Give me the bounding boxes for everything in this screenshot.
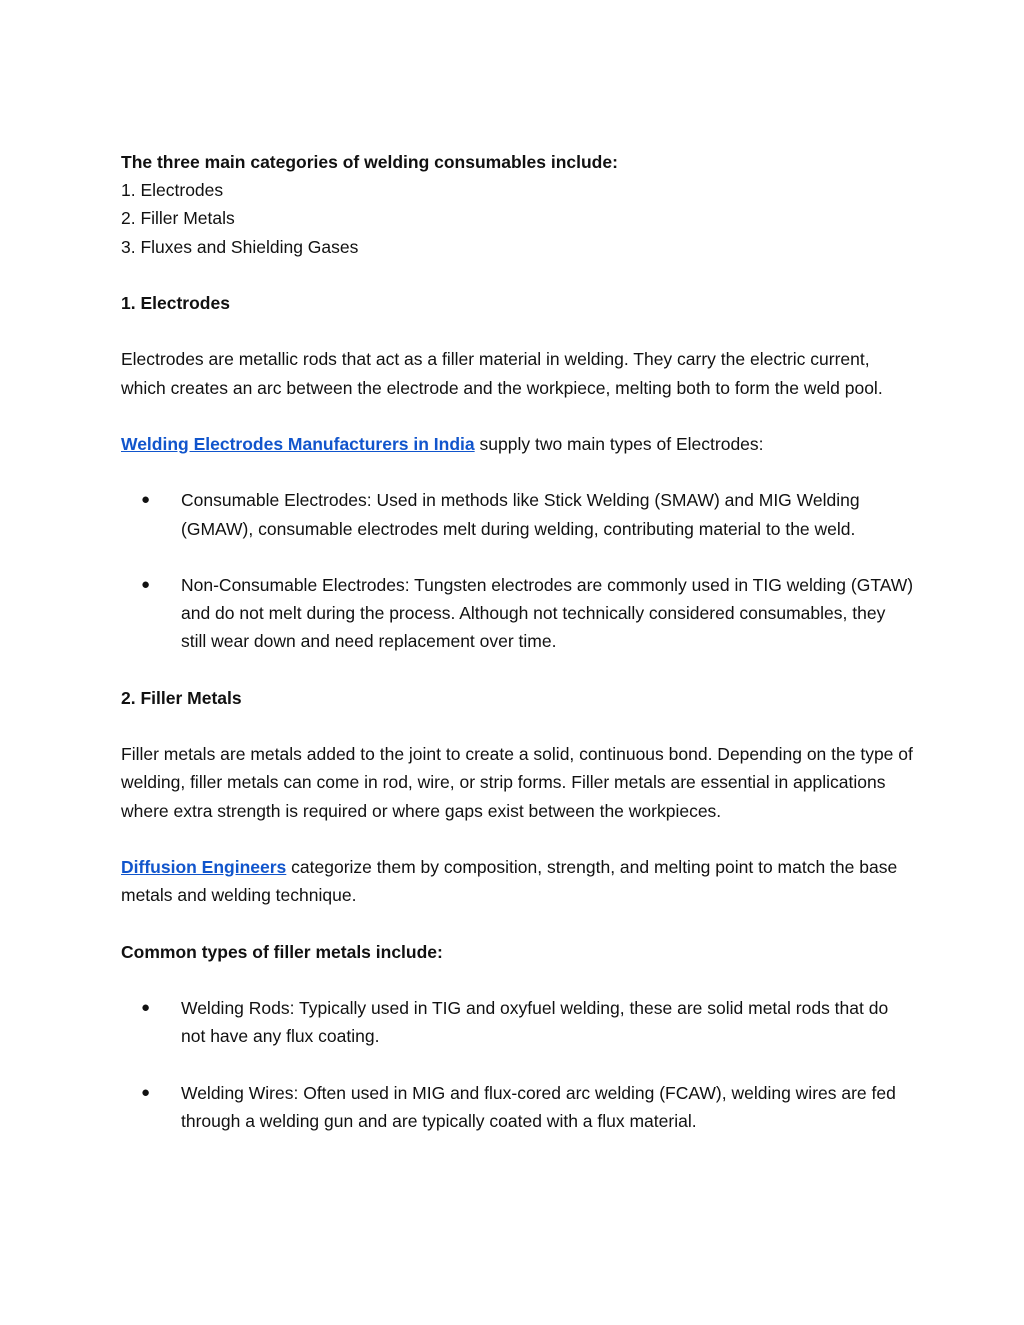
- filler-metals-heading: 2. Filler Metals: [121, 687, 242, 708]
- electrodes-link-paragraph: [121, 430, 914, 458]
- filler-link-suffix: categorize them by composition, strength, and melting point to match the base metals and welding technique.: [121, 856, 898, 906]
- intro-item-electrodes: 1. Electrodes: [121, 180, 224, 201]
- diffusion-engineers-link[interactable]: Diffusion Engineers: [121, 856, 287, 877]
- filler-types-list: [121, 994, 914, 1135]
- bullet-icon: ●: [141, 1083, 151, 1101]
- list-item: [141, 1079, 914, 1135]
- list-item-text: Welding Rods: Typically used in TIG and oxyfuel welding, these are solid metal rods that do not have any flux coating.: [181, 997, 889, 1047]
- list-item-text: Consumable Electrodes: Used in methods like Stick Welding (SMAW) and MIG Welding (GMAW), consumable electrodes melt during welding, contributing material to the weld.: [181, 490, 860, 539]
- bullet-icon: ●: [141, 491, 151, 509]
- list-item-text: Welding Wires: Often used in MIG and flux-cored arc welding (FCAW), welding wires are fed through a welding gun and are typically coated with a flux material.: [181, 1082, 896, 1131]
- welding-electrodes-manufacturers-link[interactable]: Welding Electrodes Manufacturers in India: [121, 433, 475, 454]
- bullet-icon: ●: [141, 998, 151, 1016]
- bullet-icon: ●: [141, 575, 151, 593]
- filler-types-heading: Common types of filler metals include:: [121, 941, 443, 962]
- electrodes-link-suffix: supply two main types of Electrodes:: [474, 433, 764, 454]
- list-item: [141, 486, 914, 542]
- intro-item-filler-metals: 2. Filler Metals: [121, 208, 235, 229]
- list-item: [141, 994, 914, 1050]
- list-item: [141, 571, 914, 656]
- electrode-types-list: [121, 486, 914, 655]
- list-item-text: Non-Consumable Electrodes: Tungsten electrodes are commonly used in TIG welding (GTAW) and do not melt during the process. Although not technically considered consumables, they still wear down and need replacement over time.: [181, 574, 914, 652]
- filler-link-paragraph: [121, 853, 914, 909]
- electrodes-heading: 1. Electrodes: [121, 293, 230, 313]
- filler-metals-paragraph: Filler metals are metals added to the joint to create a solid, continuous bond. Depending on the type of welding, filler metals can come in rod, wire, or strip forms. Filler metals are essential in applications where extra strength is required or where gaps exist between the workpieces.: [121, 744, 913, 821]
- intro-item-fluxes: 3. Fluxes and Shielding Gases: [121, 236, 359, 257]
- intro-heading: The three main categories of welding consumables include:: [121, 152, 618, 172]
- electrodes-paragraph: Electrodes are metallic rods that act as a filler material in welding. They carry the electric current, which creates an arc between the electrode and the workpiece, melting both to form the weld pool.: [121, 349, 883, 398]
